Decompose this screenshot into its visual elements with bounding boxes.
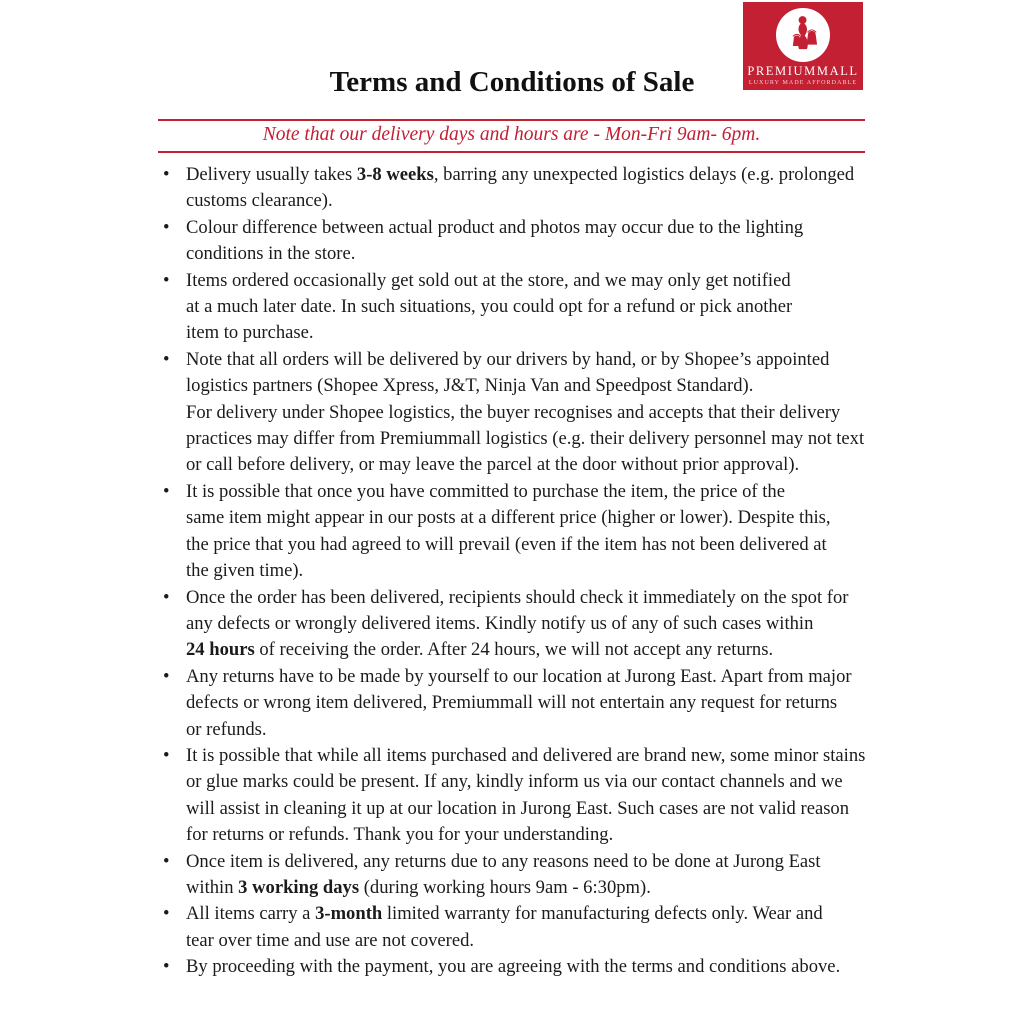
terms-item: • It is possible that once you have committed to purchase the item, the price of the same item might appear in our posts at a different price (higher or lower). Despite this, the price that you had agreed to will prevail (even if the item has not been delivered at the given time). [160, 479, 872, 585]
logo-brand-text: PREMIUMMALL [747, 64, 859, 78]
delivery-notice-text: Note that our delivery days and hours are - Mon-Fri 9am- 6pm. [262, 124, 761, 145]
logo-circle [776, 8, 830, 62]
terms-list [160, 162, 872, 981]
terms-item: • By proceeding with the payment, you are agreeing with the terms and conditions above. [160, 954, 872, 980]
terms-item: • Items ordered occasionally get sold out at the store, and we may only get notified at a much later date. In such situations, you could opt for a refund or pick another item to purchase. [160, 268, 872, 347]
terms-item: • Delivery usually takes 3-8 weeks, barring any unexpected logistics delays (e.g. prolonged customs clearance). [160, 162, 872, 215]
logo-tagline-text: LUXURY MADE AFFORDABLE [748, 80, 858, 86]
terms-item: • It is possible that while all items purchased and delivered are brand new, some minor stains or glue marks could be present. If any, kindly inform us via our contact channels and we will assist in cleaning it up at our location in Jurong East. Such cases are not valid reason for returns or refunds. Thank you for your understanding. [160, 743, 872, 849]
woman-shopper-icon [781, 13, 825, 57]
terms-item: • All items carry a 3-month limited warranty for manufacturing defects only. Wear and tear over time and use are not covered. [160, 901, 872, 954]
terms-item: • Note that all orders will be delivered by our drivers by hand, or by Shopee’s appointed logistics partners (Shopee Xpress, J&T, Ninja Van and Speedpost Standard). For delivery under Shopee logistics, the buyer recognises and accepts that their delivery practices may differ from Premiummall logistics (e.g. their delivery personnel may not text or call before delivery, or may leave the parcel at the door without prior approval). [160, 347, 872, 479]
page-title: Terms and Conditions of Sale [329, 66, 695, 98]
terms-item: • Once the order has been delivered, recipients should check it immediately on the spot for any defects or wrongly delivered items. Kindly notify us of any of such cases within 24 hours of receiving the order. After 24 hours, we will not accept any returns. [160, 585, 872, 664]
terms-item: • Colour difference between actual product and photos may occur due to the lighting conditions in the store. [160, 215, 872, 268]
terms-item: • Once item is delivered, any returns due to any reasons need to be done at Jurong East within 3 working days (during working hours 9am - 6:30pm). [160, 849, 872, 902]
delivery-notice-band [158, 119, 865, 153]
terms-item: • Any returns have to be made by yourself to our location at Jurong East. Apart from major defects or wrong item delivered, Premiummall will not entertain any request for returns or refunds. [160, 664, 872, 743]
